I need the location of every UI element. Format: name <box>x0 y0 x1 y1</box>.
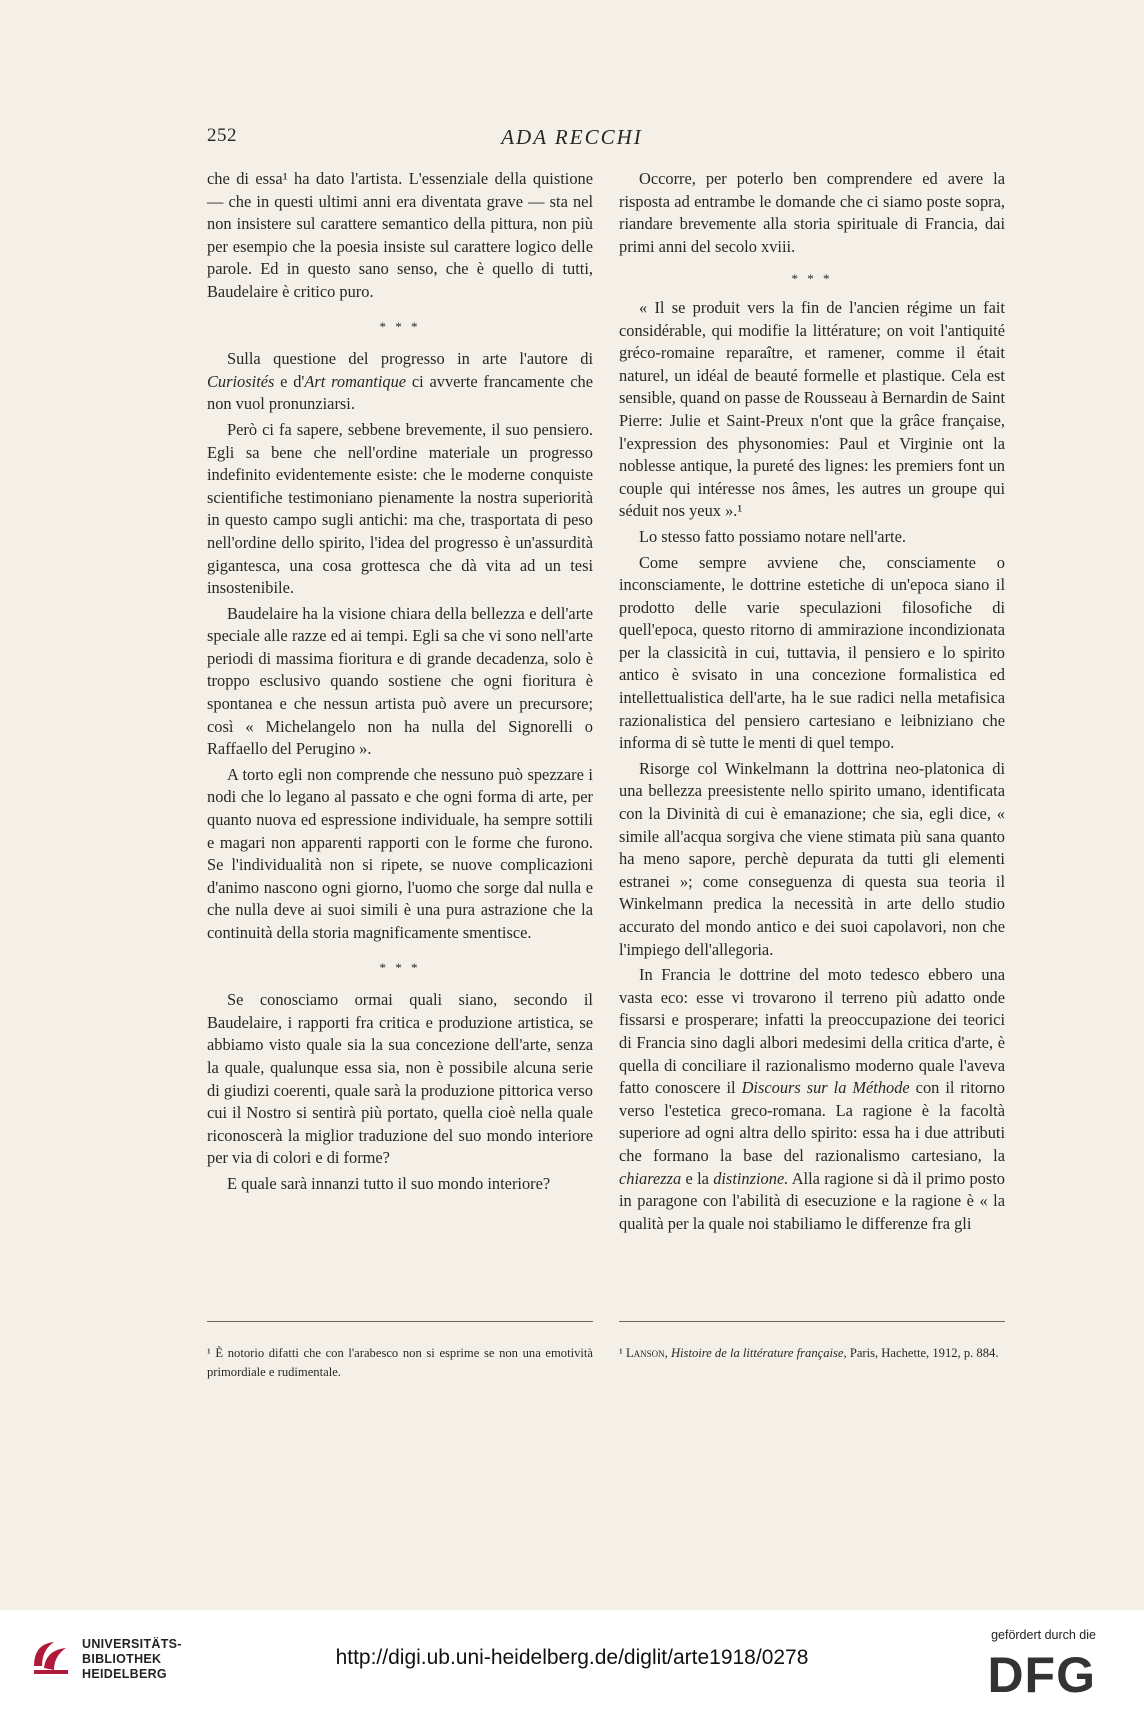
library-name-line: UNIVERSITÄTS- <box>82 1637 182 1651</box>
text-run: In Francia le dottrine del moto tedesco ebbero una vasta eco: esse vi trovarono il terreno più adatto onde fissarsi e prosperare; infatti la preoccupazione dei teorici di Francia sino dagli albori medesimi della critica d'arte, è quella di conciliare il razionalismo moderno quale l'aveva fatto conoscere il <box>619 965 1005 1098</box>
italic-term: chiarezza <box>619 1168 682 1188</box>
section-break: * * * <box>379 959 421 975</box>
text-run: con il ritorno verso l'estetica greco-romana. La ragione è la facoltà superiore ad ogni altra dello spirito: essa ha i due attributi che formano la base del razionalismo cartesiano, la <box>619 1078 1005 1165</box>
italic-title: Discours sur la Méthode <box>741 1078 910 1098</box>
text-run: Alla ragione si dà il primo posto in paragone con l'abilità di esecuzione e la ragione è « la qualità per la quale noi stabiliamo le differenze fra gli <box>619 1168 1005 1233</box>
text-run: ci avverte francamente che non vuol pronunziarsi. <box>207 371 593 414</box>
page-number: 252 <box>207 125 237 146</box>
paragraph: Lo stesso fatto possiamo notare nell'arte. <box>639 526 906 546</box>
paragraph: Se conosciamo ormai quali siano, secondo il Baudelaire, i rapporti fra critica e produzione artistica, se abbiamo visto quale sia la sua concezione dell'arte, senza la quale, qualunque essa sia, non è possibile alcuna serie di giudizi coerenti, quale sarà la produzione pittorica verso cui il Nostro si sentirà più portato, quella cioè nella quale riconoscerà la miglior traduzione del suo mondo interiore per via di colori e di forme? <box>207 990 593 1168</box>
paragraph: Occorre, per poterlo ben comprendere ed avere la risposta ad entrambe le domande che ci siamo poste sopra, riandare brevemente alla storia spirituale di Francia, dai primi anni del secolo xviii. <box>619 169 1005 256</box>
footnote-rule-left <box>207 1321 593 1322</box>
footnote-marker: ¹ <box>619 1346 626 1360</box>
paragraph <box>619 964 1005 1235</box>
paragraph: Però ci fa sapere, sebbene brevemente, il suo pensiero. Egli sa bene che nell'ordine materiale un progresso indefinito evidentemente esiste: che le moderne conquiste scientifiche testimoniano pienamente la nostra superiorità in questo campo sugli antichi: ma che, trasportata di peso nell'ordine dello spirito, l'idea del progresso è un'assurdità gigantesca, una cosa grottesca che dà vita ad un tesi insostenibile. <box>207 419 593 598</box>
paragraph: A torto egli non comprende che nessuno può spezzare i nodi che lo legano al passato e che ogni forma di arte, per quanto nuova ed espressione individuale, ha sempre sottili e magari non apparenti rapporti con le forme che furono. Se l'individualità non si ripete, se nuove complicazioni d'animo nascono ogni giorno, l'uomo che sorge dal nulla e che nulla deve ai suoi simili è una pura astrazione che la continuità della storia magnificamente smentisce. <box>207 764 593 942</box>
paragraph: Risorge col Winkelmann la dottrina neo-platonica di una bellezza preesistente nello spirito umano, identificata con la Divinità di cui è emanazione; che sia, egli dice, « simile all'acqua sorgiva che viene stimata più sana quanto ha meno sapore, perchè depurata da tutti gli elementi estranei »; come conseguenza di questa sua teoria il Winkelmann predica la necessità in arte dello studio accurato del mondo antico e dei suoi capolavori, non che l'impiego dell'allegoria. <box>619 758 1005 959</box>
footnote-rule-right <box>619 1321 1005 1322</box>
running-head: ADA RECCHI <box>501 125 643 149</box>
library-name-line: HEIDELBERG <box>82 1667 167 1681</box>
text-run: e d' <box>274 371 305 391</box>
quotation-paragraph: « Il se produit vers la fin de l'ancien régime un fait considérable, qui modifie la littérature; on voit l'antiquité gréco-romaine reparaître, et ramener, comme il était naturel, un idéal de beauté formelle et plastique. Cela est sensible, quand on passe de Rousseau à Bernardin de Saint Pierre: Julie et Saint-Preux n'ont que la grâce française, l'expression des physonomies: Paul et Virginie ont la noblesse antique, la pureté des lignes: les premiers font un couple qui intéresse nos âmes, les autres un groupe qui séduit nos yeux ».¹ <box>619 297 1006 521</box>
paragraph: Come sempre avviene che, consciamente o inconsciamente, le dottrine estetiche di un'epoca siano il prodotto delle varie speculazioni filosofiche di quell'epoca, questo ritorno di ammirazione incondizionata per la classicità in cui, tuttavia, il pensiero e lo spirito antico è svisato in una concezione formalistica ed intellettualistica dell'arte, ha le sue radici nella metafisica razionalistica del pensiero cartesiano e leibniziano che informa di sè tutte le menti di quel tempo. <box>619 552 1005 753</box>
paragraph: che di essa¹ ha dato l'artista. L'essenziale della quistione — che in questi ultimi anni era diventata grave — sta nel non insistere sul carattere semantico della pittura, non più per esempio che la poesia insiste sul carattere logico delle parole. Ed in questo sano senso, che è quello di tutti, Baudelaire è critico puro. <box>207 169 593 301</box>
right-column <box>619 168 1005 1235</box>
italic-title: Curiosités <box>207 371 275 391</box>
dfg-logo: DFG <box>987 1647 1096 1703</box>
paragraph: E quale sarà innanzi tutto il suo mondo interiore? <box>227 1173 551 1193</box>
viewer-footer <box>0 1610 1144 1713</box>
footnote-title: Histoire de la littérature française, <box>670 1346 847 1360</box>
text-run: e la <box>681 1168 714 1188</box>
permalink-url[interactable]: http://digi.ub.uni-heidelberg.de/diglit/arte1918/0278 <box>335 1646 809 1669</box>
text-run: Sulla questione del progresso in arte l'autore di <box>227 349 593 369</box>
paragraph: Baudelaire ha la visione chiara della bellezza e dell'arte speciale alle razze ed ai tempi. Egli sa che vi sono nell'arte periodi di massima fioritura e di grande decadenza, solo è troppo esclusivo quando sostiene che ogni fioritura è spontanea e che nessun artista può avere un precursore; così « Michelangelo non ha nulla del Signorelli o Raffaello del Perugino ». <box>207 603 593 759</box>
section-break: * * * <box>379 318 421 334</box>
footnote-author: Lanson, <box>625 1346 668 1360</box>
italic-term: distinzione. <box>713 1168 789 1188</box>
footnote-left: ¹ È notorio difatti che con l'arabesco non si esprime se non una emotività primordiale e rudimentale. <box>207 1346 593 1379</box>
footnote-right <box>619 1344 1005 1363</box>
left-column <box>207 168 593 1196</box>
sponsor-label: gefördert durch die <box>991 1628 1096 1642</box>
paragraph <box>207 348 593 416</box>
italic-title: Art romantique <box>304 371 407 391</box>
library-name-line: BIBLIOTHEK <box>82 1652 162 1666</box>
section-break: * * * <box>791 271 833 287</box>
footnote-publisher: Paris, Hachette, 1912, p. 884. <box>846 1346 999 1360</box>
